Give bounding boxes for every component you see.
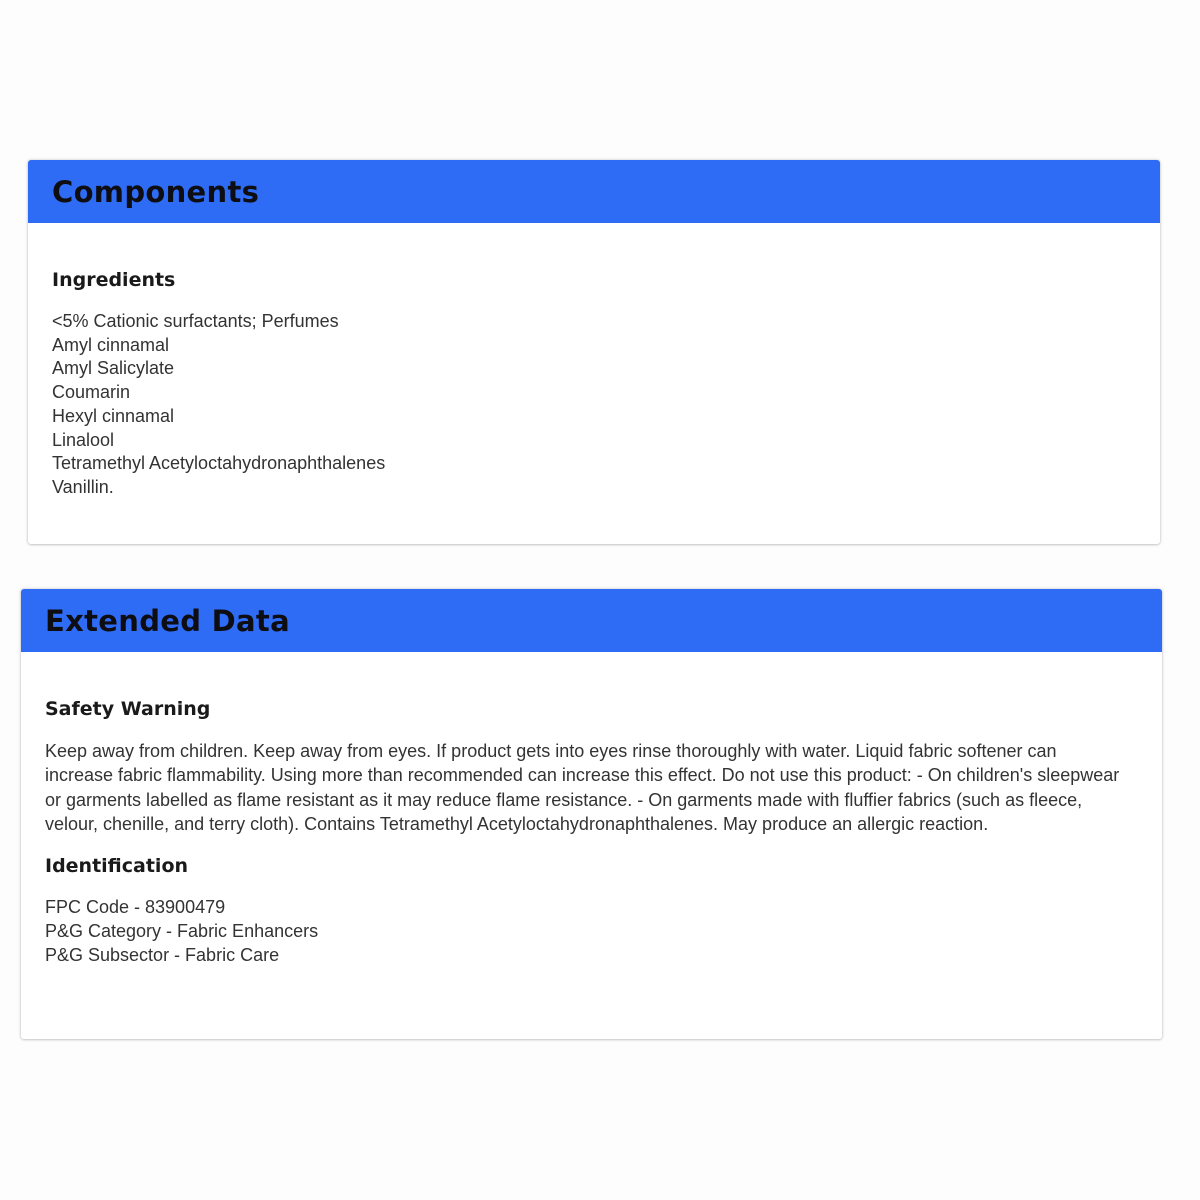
ingredient-item: Hexyl cinnamal xyxy=(52,405,175,426)
components-header xyxy=(28,160,1160,223)
identification-list xyxy=(45,896,1132,967)
ingredient-item: Vanillin. xyxy=(52,476,114,497)
ingredient-item: Linalool xyxy=(52,429,115,450)
extended-data-card xyxy=(21,589,1162,1039)
extended-data-body xyxy=(21,652,1162,967)
ingredient-item: Amyl cinnamal xyxy=(52,334,170,355)
safety-warning-text: Keep away from children. Keep away from eyes. If product gets into eyes rinse thoroughly with water. Liquid fabric softener can increase fabric flammability. Using more than recommended can increase this effect. Do not use this product: - On children's sleepwear or garments labelled as flame resistant as it may reduce flame resistance. - On garments made with fluffier fabrics (such as fleece, velour, chenille, and terry cloth). Contains Tetramethyl Acetyloctahydronaphthalenes. May produce an allergic reaction. xyxy=(45,741,1120,834)
identification-item: FPC Code - 83900479 xyxy=(45,897,226,918)
identification-heading: Identification xyxy=(45,855,189,878)
extended-data-header xyxy=(21,589,1162,652)
safety-warning-heading: Safety Warning xyxy=(45,698,211,720)
ingredient-item: Amyl Salicylate xyxy=(52,358,175,379)
components-title: Components xyxy=(52,174,260,209)
ingredient-item: Coumarin xyxy=(52,382,131,403)
components-card xyxy=(28,160,1160,544)
identification-item: P&G Category - Fabric Enhancers xyxy=(45,920,319,941)
identification-item: P&G Subsector - Fabric Care xyxy=(45,944,280,965)
extended-data-title: Extended Data xyxy=(45,603,290,638)
components-body xyxy=(28,223,1160,500)
ingredient-item: <5% Cationic surfactants; Perfumes xyxy=(52,311,339,331)
ingredient-item: Tetramethyl Acetyloctahydronaphthalenes xyxy=(52,453,386,474)
ingredients-heading: Ingredients xyxy=(52,269,176,291)
ingredients-list xyxy=(52,310,1130,500)
